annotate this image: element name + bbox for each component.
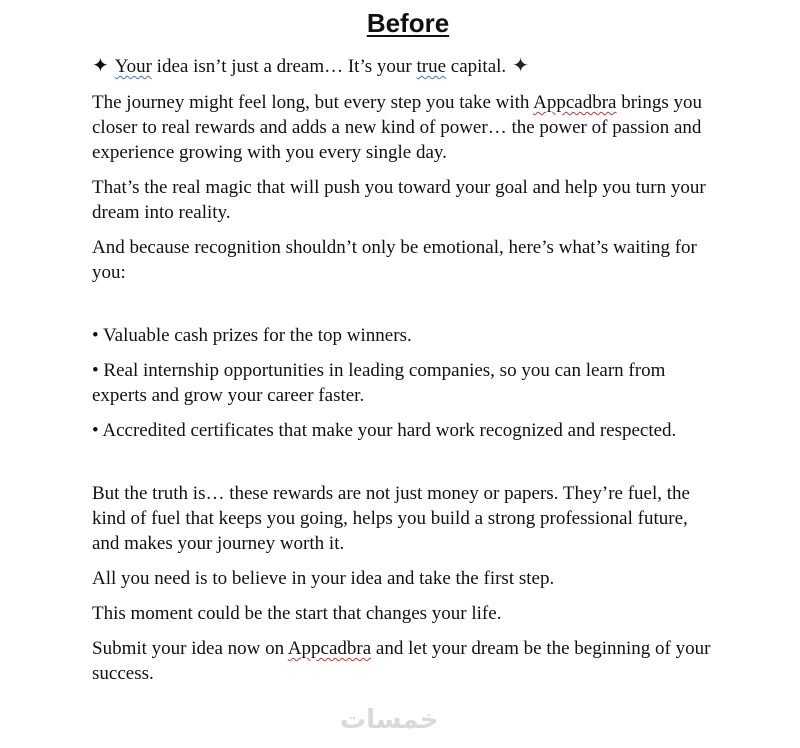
bullet-item: • Valuable cash prizes for the top winners. <box>92 325 412 346</box>
paragraph-truth: But the truth is… these rewards are not just money or papers. They’re fuel, the kind of fuel that keeps you going, helps you build a strong professional future, and makes your journey worth it. <box>92 483 690 554</box>
bullet-text: • Real internship opportunities in leading companies, so you can learn from experts and grow your career faster. <box>92 360 666 406</box>
sparkle-icon: ✦ <box>512 55 529 77</box>
spacer <box>92 453 712 481</box>
paragraph-journey <box>92 90 712 165</box>
document-body[interactable] <box>92 54 712 696</box>
paragraph-magic: That’s the real magic that will push you toward your goal and help you turn your dream into reality. <box>92 177 706 223</box>
paragraph-submit <box>92 636 712 686</box>
brand-name: Appcadbra <box>533 92 617 113</box>
intro-line <box>92 54 712 79</box>
watermark: خمسات <box>340 705 439 735</box>
spacer <box>92 295 712 323</box>
paragraph-text: and let your dream be the beginning of your success. <box>92 638 711 684</box>
paragraph-believe: All you need is to believe in your idea and take the first step. <box>92 568 555 589</box>
brand-name: Appcadbra <box>287 638 372 659</box>
sparkle-icon: ✦ <box>92 55 109 77</box>
paragraph-text: The journey might feel long, but every step you take with <box>92 92 534 113</box>
intro-end: capital. <box>450 56 507 77</box>
bullet-item: • Accredited certificates that make your hard work recognized and respected. <box>92 420 677 441</box>
bullet-item <box>92 358 712 408</box>
paragraph-text: brings you closer to real rewards and adds a new kind of power… the power of passion and experience growing with you every single day. <box>92 92 702 163</box>
paragraph-moment: This moment could be the start that changes your life. <box>92 603 502 624</box>
intro-word-your: Your <box>114 56 152 77</box>
page-title: Before <box>366 8 450 38</box>
intro-middle: idea isn’t just a dream… It’s your <box>156 56 412 77</box>
intro-word-true: true <box>416 56 447 77</box>
paragraph-recognition: And because recognition shouldn’t only be emotional, here’s what’s waiting for you: <box>92 237 697 283</box>
paragraph-text: Submit your idea now on <box>92 638 288 659</box>
